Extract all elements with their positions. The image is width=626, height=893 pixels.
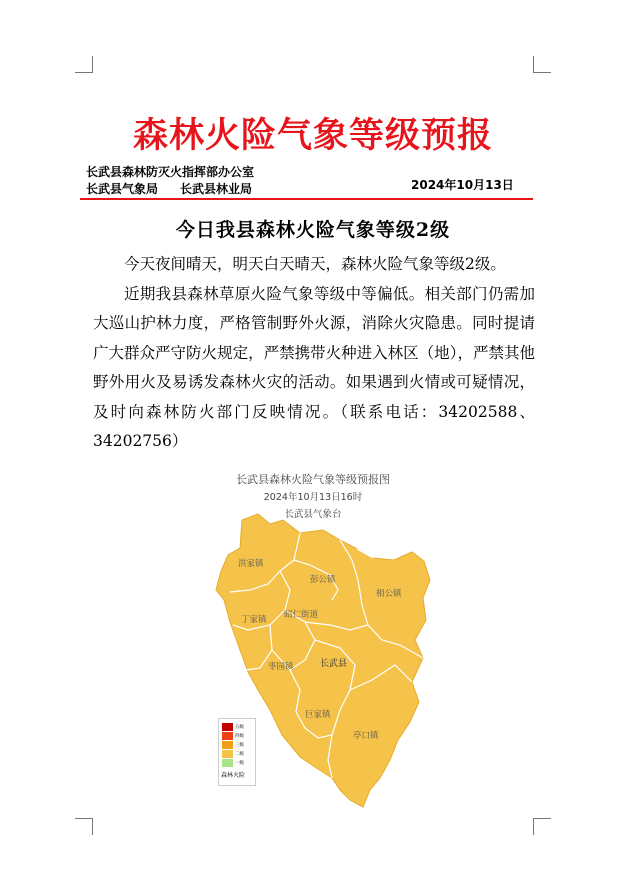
legend-row-2	[222, 749, 255, 758]
legend-row-4	[222, 731, 255, 740]
label-changwu: 长武县	[320, 659, 348, 669]
legend-label-5: 五级	[235, 724, 244, 730]
issuer-line-1: 长武县森林防灭火指挥部办公室	[86, 165, 255, 179]
legend-row-1	[222, 758, 255, 767]
issuer-weather-bureau: 长武县气象局	[86, 182, 159, 196]
legend-swatch-3	[222, 741, 233, 749]
legend-label-2: 二级	[235, 751, 244, 757]
legend-swatch-5	[222, 723, 233, 731]
document-title: 森林火险气象等级预报	[132, 115, 493, 156]
headline: 今日我县森林火险气象等级2级	[175, 219, 451, 241]
legend-swatch-4	[222, 732, 233, 740]
legend-swatch-1	[222, 759, 233, 767]
label-penggong: 彭公镇	[310, 575, 336, 585]
legend-row-3	[222, 740, 255, 749]
issuer-forestry-bureau: 长武县林业局	[180, 182, 253, 196]
label-tingkou: 亭口镇	[353, 731, 379, 741]
paragraph-advisory: 近期我县森林草原火险气象等级中等偏低。相关部门仍需加大巡山护林力度，严格管制野外火源，消除火灾隐患。同时提请广大群众严守防火规定，严禁携带火种进入林区（地），严禁其他野外用火及易诱发森林火灾的活动。如果遇到火情或可疑情况，及时向森林防火部门反映情况。（联系电话：34202588、34202756）	[93, 284, 535, 450]
label-dingjia: 丁家镇	[241, 615, 267, 625]
legend-row-5	[222, 722, 255, 731]
legend-label-3: 三级	[235, 742, 244, 748]
label-zhaoren: 昭仁街道	[284, 610, 319, 620]
legend-label-1: 一级	[235, 760, 244, 766]
map-source: 长武县气象台	[284, 509, 342, 520]
map-time: 2024年10月13日16时	[263, 492, 363, 503]
legend-caption: 森林火险	[221, 772, 246, 779]
label-zaoyuan: 枣园镇	[268, 662, 294, 672]
legend-label-4: 四级	[235, 733, 244, 739]
paragraph-forecast: 今天夜间晴天，明天白天晴天，森林火险气象等级2级。	[124, 255, 506, 273]
issue-date: 2024年10月13日	[411, 178, 514, 192]
label-hongjia: 洪家镇	[238, 559, 264, 569]
label-jujia: 巨家镇	[305, 710, 331, 720]
label-xianggong: 相公镇	[376, 589, 402, 599]
map-title: 长武县森林火险气象等级预报图	[236, 473, 390, 486]
map-legend	[218, 718, 256, 786]
legend-swatch-2	[222, 750, 233, 758]
